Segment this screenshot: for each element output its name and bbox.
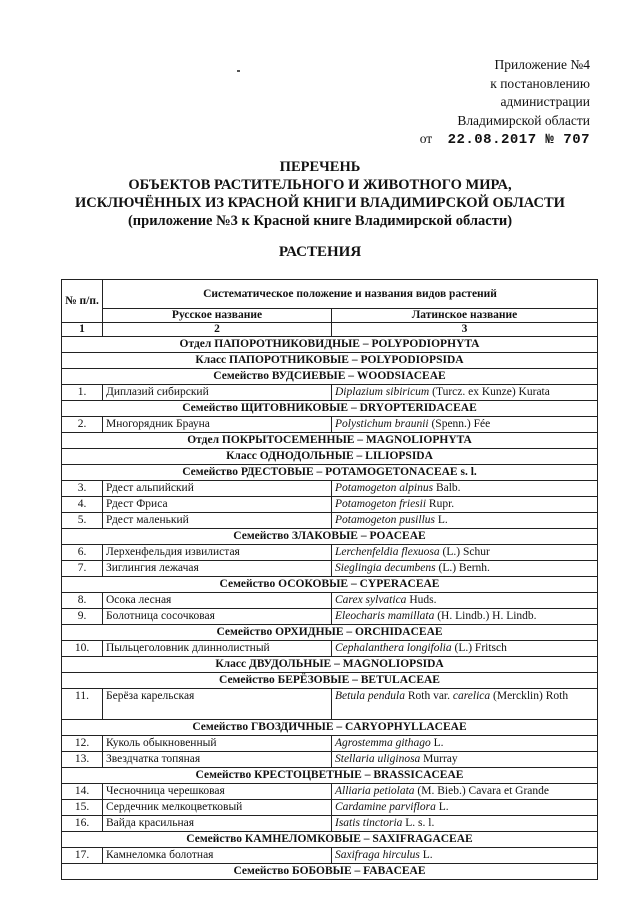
taxon-label: Семейство ГВОЗДИЧНЫЕ – CARYOPHYLLACEAE [62, 720, 598, 736]
species-latin-name [332, 385, 598, 401]
annex-line-1: Приложение №4 [494, 57, 590, 72]
taxon-label: Семейство ВУДСИЕВЫЕ – WOODSIACEAE [62, 369, 598, 385]
species-row [62, 497, 598, 513]
taxon-row [62, 337, 598, 353]
species-russian-name: Куколь обыкновенный [103, 736, 332, 752]
latin-binomial: Potamogeton alpinus [335, 482, 434, 494]
latin-binomial: Saxifraga hirculus [335, 849, 420, 861]
header-num: № п/п. [62, 280, 103, 323]
species-number: 7. [62, 561, 103, 577]
taxon-label: Семейство КАМНЕЛОМКОВЫЕ – SAXIFRAGACEAE [62, 832, 598, 848]
latin-authority: (L.) Bernh. [435, 562, 490, 574]
header-lat: Латинское название [332, 309, 598, 323]
species-number: 4. [62, 497, 103, 513]
taxon-label: Отдел ПАПОРОТНИКОВИДНЫЕ – POLYPODIOPHYTA [62, 337, 598, 353]
table-subheader-row [62, 309, 598, 323]
species-russian-name: Берёза карельская [103, 689, 332, 720]
species-row [62, 752, 598, 768]
latin-binomial: Isatis tinctoria [335, 817, 403, 829]
latin-binomial: Agrostemma githago [335, 737, 431, 749]
annex-line-2: к постановлению [490, 75, 590, 91]
species-latin-name [332, 689, 598, 720]
species-latin-name [332, 816, 598, 832]
latin-authority: L. s. l. [402, 817, 435, 829]
species-latin-name [332, 784, 598, 800]
species-row [62, 545, 598, 561]
species-number: 6. [62, 545, 103, 561]
taxon-label: Семейство БОБОВЫЕ – FABACEAE [62, 864, 598, 880]
scan-speck [237, 70, 240, 72]
latin-authority: Huds. [406, 594, 437, 606]
taxon-row [62, 577, 598, 593]
taxon-row [62, 625, 598, 641]
latin-binomial: Carex sylvatica [335, 594, 407, 606]
heading-line-1: ПЕРЕЧЕНЬ [279, 159, 361, 175]
species-latin-name [332, 545, 598, 561]
taxon-label: Семейство КРЕСТОЦВЕТНЫЕ – BRASSICACEAE [62, 768, 598, 784]
document-heading [0, 158, 640, 230]
taxon-row [62, 832, 598, 848]
taxon-row [62, 657, 598, 673]
latin-authority: (Mercklin) Roth [490, 690, 569, 702]
species-row [62, 593, 598, 609]
heading-line-2: ОБЪЕКТОВ РАСТИТЕЛЬНОГО И ЖИВОТНОГО МИРА, [128, 177, 512, 193]
species-russian-name: Многорядник Брауна [103, 417, 332, 433]
latin-authority: L. [435, 801, 449, 813]
species-russian-name: Диплазий сибирский [103, 385, 332, 401]
latin-binomial: Alliaria petiolata [335, 785, 415, 797]
species-row [62, 736, 598, 752]
header-group: Систематическое положение и названия видов растений [103, 280, 598, 309]
species-number: 9. [62, 609, 103, 625]
taxon-row [62, 465, 598, 481]
species-number: 11. [62, 689, 103, 720]
latin-authority: (H. Lindb.) H. Lindb. [434, 610, 537, 622]
taxon-row [62, 353, 598, 369]
latin-authority: Balb. [433, 482, 461, 494]
species-row [62, 784, 598, 800]
latin-authority: (L.) Fritsch [451, 642, 507, 654]
species-russian-name: Сердечник мелкоцветковый [103, 800, 332, 816]
latin-binomial: Cephalanthera longifolia [335, 642, 452, 654]
latin-binomial: Polystichum braunii [335, 418, 429, 430]
species-number: 8. [62, 593, 103, 609]
latin-authority: (M. Bieb.) Cavara et Grande [414, 785, 549, 797]
date-prefix: от [419, 131, 433, 146]
species-row [62, 641, 598, 657]
species-latin-name [332, 593, 598, 609]
species-row [62, 417, 598, 433]
species-russian-name: Лерхенфельдия извилистая [103, 545, 332, 561]
taxon-label: Класс ОДНОДОЛЬНЫЕ – LILIOPSIDA [62, 449, 598, 465]
taxon-label: Семейство БЕРЁЗОВЫЕ – BETULACEAE [62, 673, 598, 689]
taxon-row [62, 401, 598, 417]
latin-binomial: Diplazium sibiricum [335, 386, 430, 398]
species-russian-name: Рдест Фриса [103, 497, 332, 513]
heading-line-3: ИСКЛЮЧЁННЫХ ИЗ КРАСНОЙ КНИГИ ВЛАДИМИРСКОЙ ОБЛАСТИ [75, 195, 565, 211]
annex-line-4: Владимирской области [457, 112, 590, 128]
latin-authority: L. [419, 849, 433, 861]
species-number: 1. [62, 385, 103, 401]
table-colnum-row [62, 323, 598, 337]
taxon-row [62, 720, 598, 736]
latin-binomial: Sieglingia decumbens [335, 562, 436, 574]
taxon-row [62, 673, 598, 689]
species-number: 17. [62, 848, 103, 864]
species-latin-name [332, 752, 598, 768]
latin-binomial: carelica [452, 690, 491, 702]
latin-binomial: Potamogeton pusillus [335, 514, 435, 526]
species-row [62, 561, 598, 577]
taxon-row [62, 529, 598, 545]
species-number: 14. [62, 784, 103, 800]
taxon-label: Класс ДВУДОЛЬНЫЕ – MAGNOLIOPSIDA [62, 657, 598, 673]
species-row [62, 848, 598, 864]
latin-authority: (Turcz. ex Kunze) Kurata [429, 386, 550, 398]
species-russian-name: Болотница сосочковая [103, 609, 332, 625]
latin-authority: L. [430, 737, 444, 749]
species-row [62, 800, 598, 816]
species-latin-name [332, 417, 598, 433]
species-row [62, 513, 598, 529]
taxon-row [62, 864, 598, 880]
species-russian-name: Чесночница черешковая [103, 784, 332, 800]
species-latin-name [332, 497, 598, 513]
taxon-label: Отдел ПОКРЫТОСЕМЕННЫЕ – MAGNOLIOPHYTA [62, 433, 598, 449]
species-latin-name [332, 513, 598, 529]
colnum-3: 3 [332, 323, 598, 337]
latin-binomial: Eleocharis mamillata [335, 610, 435, 622]
plants-table-body [62, 280, 598, 880]
species-russian-name: Зиглингия лежачая [103, 561, 332, 577]
taxon-label: Семейство РДЕСТОВЫЕ – POTAMOGETONACEAE s. l. [62, 465, 598, 481]
species-number: 15. [62, 800, 103, 816]
species-latin-name [332, 848, 598, 864]
species-row [62, 816, 598, 832]
species-number: 3. [62, 481, 103, 497]
header-ru: Русское название [103, 309, 332, 323]
latin-binomial: Cardamine parviflora [335, 801, 436, 813]
plants-table [61, 279, 598, 880]
species-number: 12. [62, 736, 103, 752]
taxon-label: Класс ПАПОРОТНИКОВЫЕ – POLYPODIOPSIDA [62, 353, 598, 369]
latin-authority: Murray [420, 753, 458, 765]
species-russian-name: Камнеломка болотная [103, 848, 332, 864]
latin-binomial: Betula pendula [335, 690, 405, 702]
taxon-label: Семейство ЩИТОВНИКОВЫЕ – DRYOPTERIDACEAE [62, 401, 598, 417]
latin-authority: L. [435, 514, 448, 526]
table-header-row [62, 280, 598, 309]
latin-authority: Rupr. [426, 498, 455, 510]
taxon-label: Семейство ЗЛАКОВЫЕ – POACEAE [62, 529, 598, 545]
species-number: 5. [62, 513, 103, 529]
latin-authority: Roth var. [404, 690, 453, 702]
latin-binomial: Lerchenfeldia flexuosa [335, 546, 440, 558]
colnum-1: 1 [62, 323, 103, 337]
species-russian-name: Звездчатка топяная [103, 752, 332, 768]
date-stamp: 22.08.2017 № 707 [447, 132, 590, 148]
taxon-label: Семейство ОСОКОВЫЕ – CYPERACEAE [62, 577, 598, 593]
species-latin-name [332, 800, 598, 816]
latin-binomial: Stellaria uliginosa [335, 753, 421, 765]
latin-authority: (Spenn.) Fée [428, 418, 491, 430]
species-russian-name: Осока лесная [103, 593, 332, 609]
heading-line-4: (приложение №3 к Красной книге Владимирской области) [127, 213, 513, 229]
species-latin-name [332, 736, 598, 752]
annex-block [420, 56, 590, 150]
species-latin-name [332, 609, 598, 625]
species-russian-name: Рдест альпийский [103, 481, 332, 497]
species-row [62, 481, 598, 497]
species-row [62, 689, 598, 720]
species-russian-name: Пыльцеголовник длиннолистный [103, 641, 332, 657]
taxon-row [62, 433, 598, 449]
latin-binomial: Potamogeton friesii [335, 498, 427, 510]
colnum-2: 2 [103, 323, 332, 337]
taxon-row [62, 369, 598, 385]
species-russian-name: Вайда красильная [103, 816, 332, 832]
species-row [62, 385, 598, 401]
species-latin-name [332, 641, 598, 657]
species-row [62, 609, 598, 625]
taxon-row [62, 449, 598, 465]
species-number: 13. [62, 752, 103, 768]
annex-line-3: администрации [500, 94, 590, 109]
taxon-row [62, 768, 598, 784]
section-title: РАСТЕНИЯ [278, 244, 362, 260]
taxon-label: Семейство ОРХИДНЫЕ – ORCHIDACEAE [62, 625, 598, 641]
species-number: 16. [62, 816, 103, 832]
species-latin-name [332, 481, 598, 497]
annex-date-line [420, 130, 590, 150]
species-number: 10. [62, 641, 103, 657]
species-latin-name [332, 561, 598, 577]
species-number: 2. [62, 417, 103, 433]
species-russian-name: Рдест маленький [103, 513, 332, 529]
latin-authority: (L.) Schur [439, 546, 490, 558]
